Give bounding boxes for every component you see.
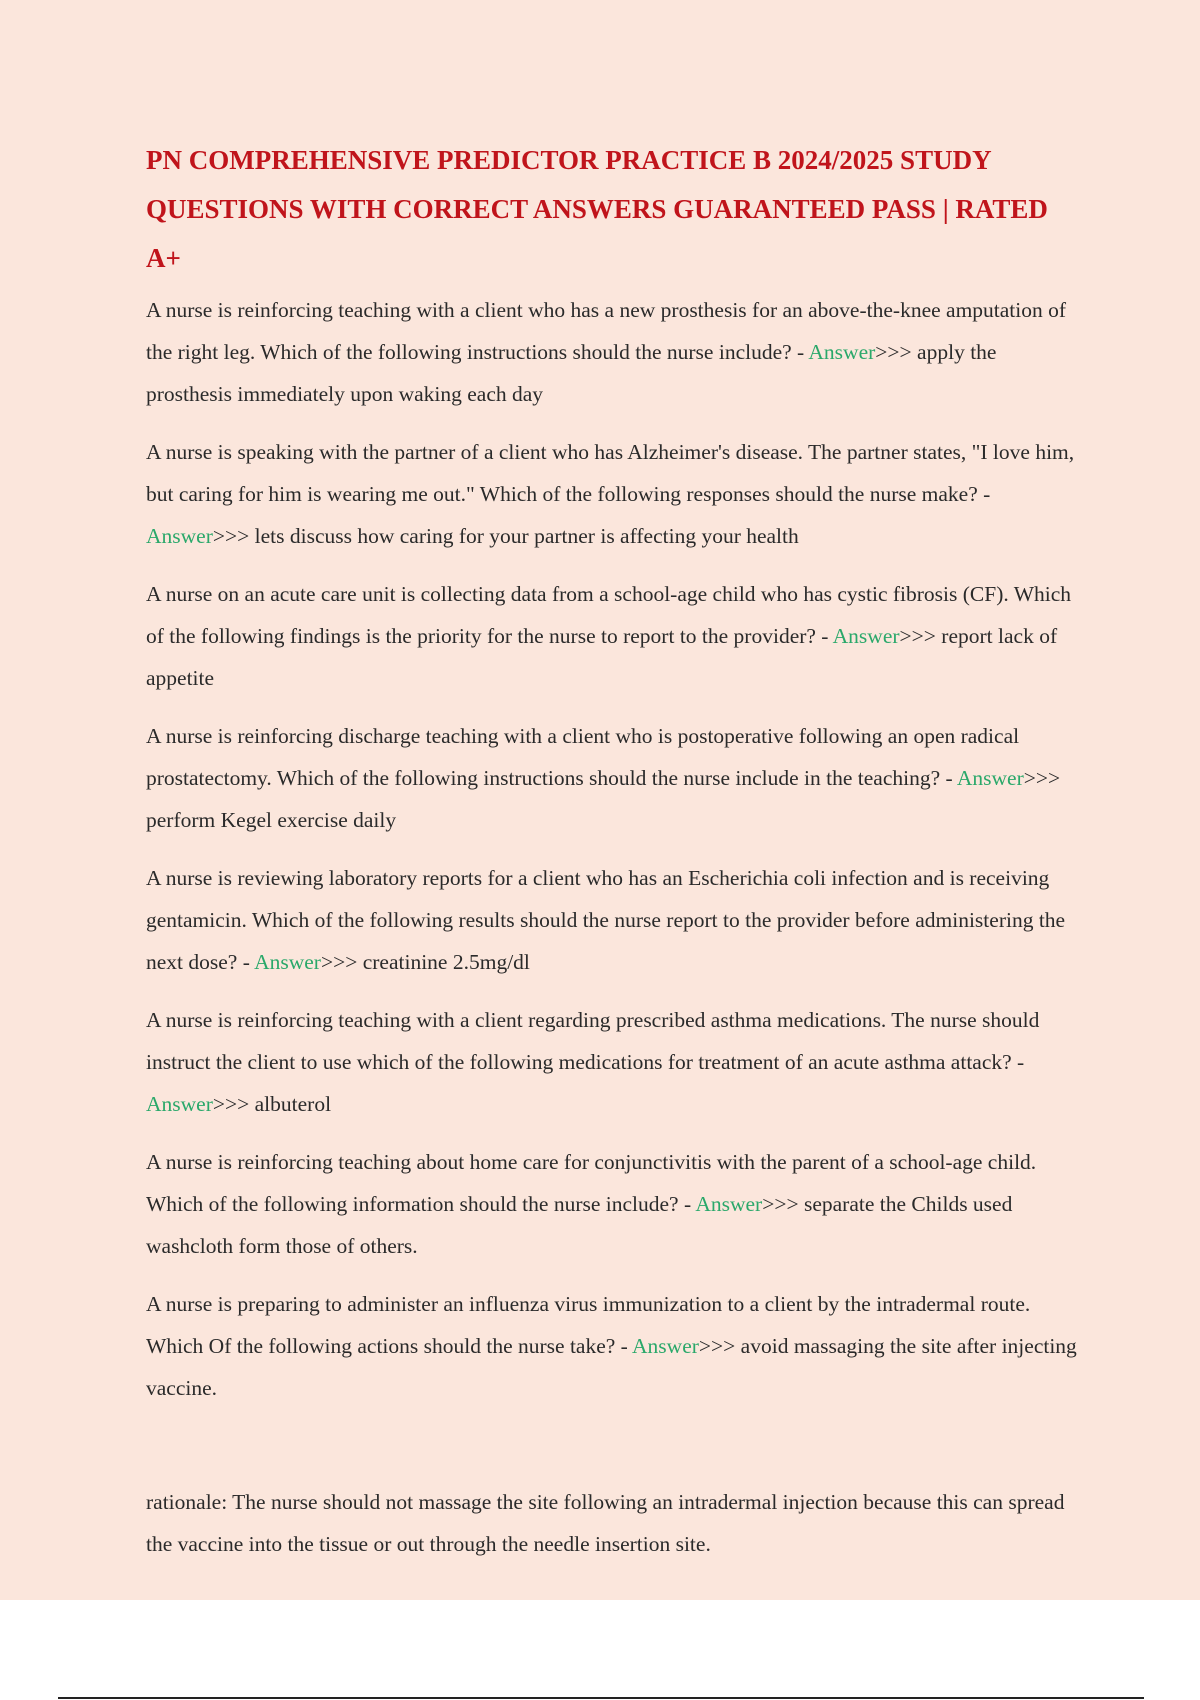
answer-text: apply the prosthesis immediately upon waking each day <box>146 340 997 406</box>
answer-label: Answer <box>956 766 1024 790</box>
answer-label: Answer <box>808 340 876 364</box>
answer-marker: >>> <box>698 1334 736 1358</box>
answer-text: creatinine 2.5mg/dl <box>357 950 530 974</box>
question-text: A nurse is reinforcing teaching with a client who has a new prosthesis for an above-the-knee amputation of the right leg. Which of the following instructions should the nurse include? - <box>146 298 1067 364</box>
answer-label: Answer <box>146 1092 213 1116</box>
qa-item <box>146 573 1086 699</box>
answer-text: lets discuss how caring for your partner is affecting your health <box>249 524 799 548</box>
answer-marker: >>> <box>899 624 936 648</box>
rationale-text: rationale: The nurse should not massage the site following an intradermal injection because this can spread the vaccine into the tissue or out through the needle insertion site. <box>146 1490 1065 1556</box>
qa-item <box>146 1283 1086 1409</box>
qa-item <box>146 715 1086 841</box>
answer-marker: >>> <box>762 1192 799 1216</box>
answer-label: Answer <box>254 950 321 974</box>
answer-label: Answer <box>146 524 213 548</box>
document-title: PN COMPREHENSIVE PREDICTOR PRACTICE B 2024/2025 STUDY QUESTIONS WITH CORRECT ANSWERS GUARANTEED PASS | RATED A+ <box>146 145 1048 273</box>
qa-item <box>146 999 1086 1125</box>
answer-text: perform Kegel exercise daily <box>146 808 397 832</box>
qa-list <box>146 289 1086 1409</box>
footer-divider <box>58 1697 1144 1699</box>
answer-marker: >>> <box>875 340 912 364</box>
qa-item <box>146 1141 1086 1267</box>
qa-item <box>146 431 1086 557</box>
answer-text: separate the Childs used washcloth form those of others. <box>146 1192 1013 1258</box>
document-content <box>146 136 1086 1565</box>
qa-item <box>146 857 1086 983</box>
question-text: A nurse is speaking with the partner of a client who has Alzheimer's disease. The partner states, "I love him, but caring for him is wearing me out." Which of the following responses should the nurse make? - <box>146 440 1075 506</box>
answer-label: Answer <box>832 624 900 648</box>
answer-marker: >>> <box>212 524 250 548</box>
answer-marker: >>> <box>212 1092 250 1116</box>
answer-text: report lack of appetite <box>146 624 1058 690</box>
answer-marker: >>> <box>320 950 358 974</box>
answer-text: albuterol <box>249 1092 332 1116</box>
question-text: A nurse is reinforcing teaching with a client regarding prescribed asthma medications. The nurse should instruct the client to use which of the following medications for treatment of an acute asthma attack? - <box>146 1008 1040 1074</box>
answer-label: Answer <box>632 1334 699 1358</box>
question-text: A nurse is preparing to administer an influenza virus immunization to a client by the intradermal route. Which Of the following actions should the nurse take? - <box>146 1292 1031 1358</box>
question-text: A nurse is reviewing laboratory reports for a client who has an Escherichia coli infection and is receiving gentamicin. Which of the following results should the nurse report to the provider before administering the next dose? - <box>146 866 1066 974</box>
question-text: A nurse is reinforcing teaching about home care for conjunctivitis with the parent of a school-age child. Which of the following information should the nurse include? - <box>146 1150 1037 1216</box>
answer-marker: >>> <box>1023 766 1061 790</box>
qa-item <box>146 289 1086 415</box>
answer-text: avoid massaging the site after injecting vaccine. <box>146 1334 1077 1400</box>
question-text: A nurse on an acute care unit is collecting data from a school-age child who has cystic fibrosis (CF). Which of the following findings is the priority for the nurse to report to the provider? - <box>146 582 1072 648</box>
answer-label: Answer <box>695 1192 763 1216</box>
question-text: A nurse is reinforcing discharge teaching with a client who is postoperative following an open radical prostatectomy. Which of the following instructions should the nurse include in the teaching? - <box>146 724 1020 790</box>
